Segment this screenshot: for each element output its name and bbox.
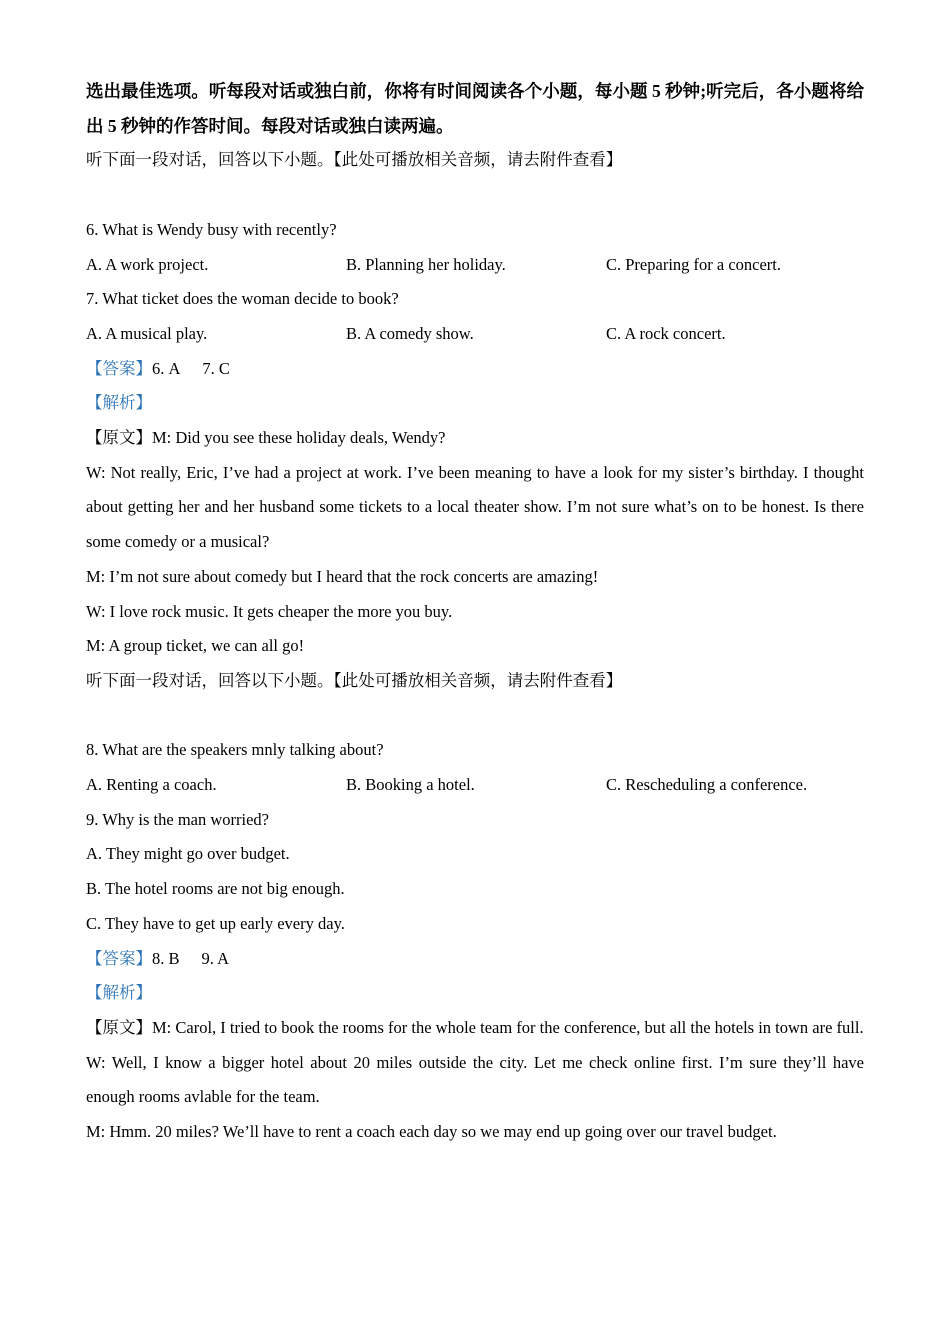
listen-prompt-1: 听下面一段对话，回答以下小题。【此处可播放相关音频，请去附件查看】 — [86, 150, 623, 170]
question-8-options — [86, 768, 864, 803]
transcript-2-m1: M: Carol, I tried to book the rooms for the whole team for the conference, but all the hotels in town are full. — [152, 1017, 864, 1037]
listen-prompt-2: 听下面一段对话，回答以下小题。【此处可播放相关音频，请去附件查看】 — [86, 670, 623, 690]
transcript-1-w1: W: Not really, Eric, I’ve had a project at work. I’ve been meaning to have a look for my sister’s birthday. I thought about getting her and her husband some tickets to a local theater show. I’m not sure what’s on to be honest. Is there some comedy or a musical? — [86, 462, 869, 552]
transcript-2-m2: M: Hmm. 20 miles? We’ll have to rent a coach each day so we may end up going over our travel budget. — [86, 1122, 777, 1142]
transcript-label: 【原文】 — [86, 428, 152, 448]
question-7-option-b: B. A comedy show. — [346, 323, 474, 343]
answer-label: 【答案】 — [86, 948, 152, 968]
blank-line — [86, 699, 864, 734]
transcript-2-line-1 — [86, 1011, 864, 1046]
answer-q7: 7. C — [202, 358, 230, 378]
answer-q6: 6. A — [152, 358, 181, 378]
question-8-option-b: B. Booking a hotel. — [346, 775, 475, 795]
transcript-1-m1: M: Did you see these holiday deals, Wendy? — [152, 428, 446, 448]
question-7-options — [86, 317, 864, 352]
question-9-option-b: B. The hotel rooms are not big enough. — [86, 879, 345, 899]
section-instructions: 选出最佳选项。听每段对话或独白前，你将有时间阅读各个小题，每小题 5 秒钟;听完后，各小题将给出 5 秒钟的作答时间。每段对话或独白读两遍。 — [86, 81, 864, 136]
transcript-label: 【原文】 — [86, 1017, 152, 1037]
question-6-options — [86, 248, 864, 283]
question-8-option-c: C. Rescheduling a conference. — [606, 775, 808, 795]
blank-line — [86, 178, 864, 213]
answer-line-1 — [86, 352, 864, 387]
transcript-2-w1: W: Well, I know a bigger hotel about 20 miles outside the city. Let me check online first. I’m sure they’ll have enough rooms avlable for the team. — [86, 1052, 869, 1107]
question-9-option-a: A. They might go over budget. — [86, 844, 290, 864]
question-8: 8. What are the speakers mnly talking about? — [86, 740, 384, 760]
question-6-option-b: B. Planning her holiday. — [346, 254, 506, 274]
analysis-label: 【解析】 — [86, 393, 152, 413]
transcript-1-line-1 — [86, 421, 864, 456]
question-6: 6. What is Wendy busy with recently? — [86, 219, 337, 239]
analysis-line-1 — [86, 386, 864, 421]
transcript-1-w2: W: I love rock music. It gets cheaper the more you buy. — [86, 601, 453, 621]
question-6-option-a: A. A work project. — [86, 254, 209, 274]
answer-label: 【答案】 — [86, 358, 152, 378]
question-7: 7. What ticket does the woman decide to book? — [86, 289, 399, 309]
question-8-option-a: A. Renting a coach. — [86, 775, 217, 795]
analysis-label: 【解析】 — [86, 983, 152, 1003]
analysis-line-2 — [86, 976, 864, 1011]
question-9-option-c: C. They have to get up early every day. — [86, 913, 345, 933]
question-7-option-a: A. A musical play. — [86, 323, 208, 343]
question-7-option-c: C. A rock concert. — [606, 323, 726, 343]
question-6-option-c: C. Preparing for a concert. — [606, 254, 782, 274]
answer-q9: 9. A — [201, 948, 230, 968]
transcript-1-m3: M: A group ticket, we can all go! — [86, 636, 305, 656]
transcript-1-m2: M: I’m not sure about comedy but I heard that the rock concerts are amazing! — [86, 566, 599, 586]
answer-line-2 — [86, 942, 864, 977]
answer-q8: 8. B — [152, 948, 180, 968]
question-9: 9. Why is the man worried? — [86, 809, 269, 829]
